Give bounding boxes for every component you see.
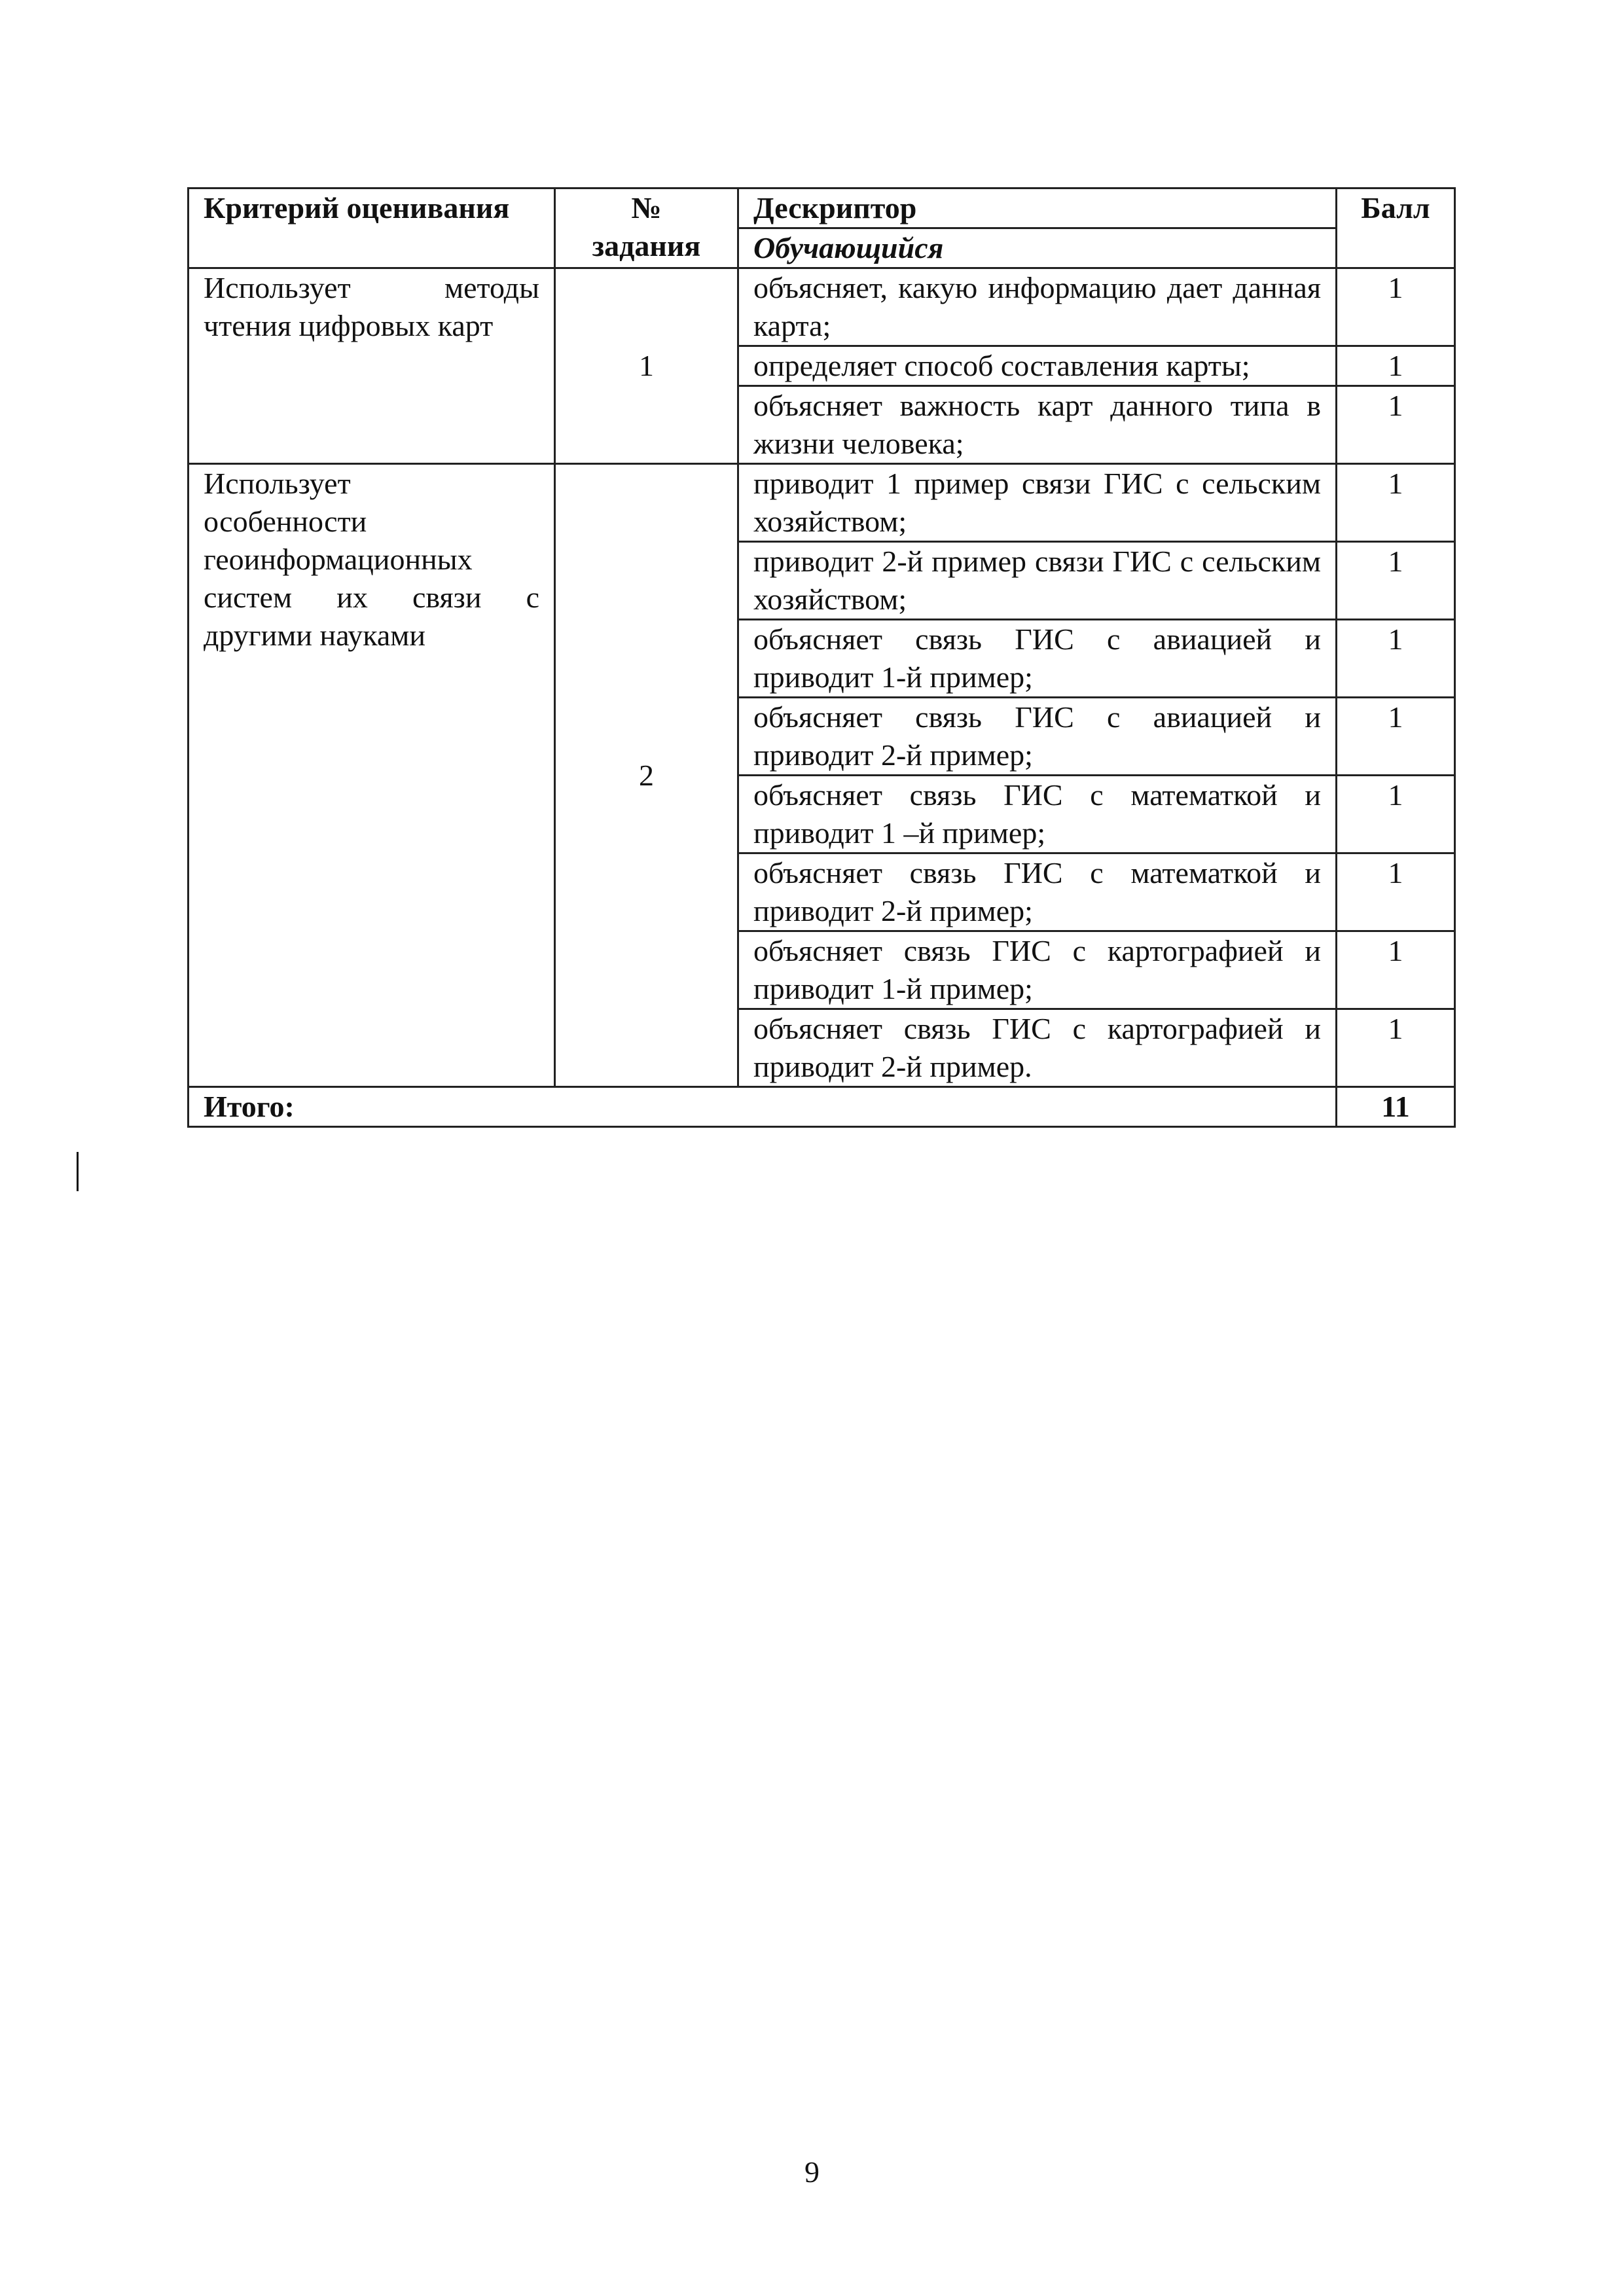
assessment-rubric-table: [187, 187, 1456, 1128]
points-cell: 1: [1337, 620, 1455, 698]
text-cursor: [77, 1152, 79, 1191]
task-number-cell-2: 2: [555, 464, 738, 1087]
points-cell: 1: [1337, 386, 1455, 464]
points-cell: 1: [1337, 464, 1455, 542]
descriptor-cell: приводит 1 пример связи ГИС с сельским хозяйством;: [738, 464, 1337, 542]
total-points: 11: [1337, 1087, 1455, 1127]
descriptor-cell: объясняет связь ГИС с математкой и приводит 2-й пример;: [738, 853, 1337, 931]
header-descriptor-subheader: Обучающийся: [738, 228, 1337, 268]
header-task-number-line2: задания: [592, 229, 701, 262]
table-total-row: [189, 1087, 1455, 1127]
criterion-2-line: Использует: [204, 467, 351, 500]
descriptor-cell: объясняет связь ГИС с картографией и приводит 1-й пример;: [738, 931, 1337, 1009]
header-descriptor: Дескриптор: [738, 188, 1337, 228]
points-cell: 1: [1337, 931, 1455, 1009]
table-row: [189, 268, 1455, 346]
points-cell: 1: [1337, 853, 1455, 931]
table-row: [189, 464, 1455, 542]
page-number: 9: [804, 2155, 820, 2189]
descriptor-cell: объясняет связь ГИС с авиацией и приводит 2-й пример;: [738, 698, 1337, 776]
points-cell: 1: [1337, 542, 1455, 620]
criterion-cell-2: [189, 464, 555, 1087]
points-cell: 1: [1337, 268, 1455, 346]
total-label: Итого:: [189, 1087, 1337, 1127]
criterion-2-line: геоинформационных: [204, 543, 473, 576]
header-criterion: Критерий оценивания: [189, 188, 555, 268]
descriptor-cell: приводит 2-й пример связи ГИС с сельским хозяйством;: [738, 542, 1337, 620]
points-cell: 1: [1337, 346, 1455, 386]
points-cell: 1: [1337, 776, 1455, 853]
table-header-row: [189, 188, 1455, 228]
task-number-cell-1: 1: [555, 268, 738, 464]
criterion-cell-1: Использует методы чтения цифровых карт: [189, 268, 555, 464]
header-task-number: [555, 188, 738, 268]
criterion-2-line: другими науками: [204, 619, 426, 652]
header-task-number-line1: №: [631, 191, 662, 224]
descriptor-cell: объясняет важность карт данного типа в жизни человека;: [738, 386, 1337, 464]
descriptor-cell: объясняет связь ГИС с картографией и приводит 2-й пример.: [738, 1009, 1337, 1087]
descriptor-cell: объясняет, какую информацию дает данная карта;: [738, 268, 1337, 346]
points-cell: 1: [1337, 698, 1455, 776]
descriptor-cell: определяет способ составления карты;: [738, 346, 1337, 386]
descriptor-cell: объясняет связь ГИС с математкой и приводит 1 –й пример;: [738, 776, 1337, 853]
header-points: Балл: [1337, 188, 1455, 268]
criterion-2-line: особенности: [204, 505, 367, 538]
criterion-2-line: систем их связи с: [204, 581, 539, 614]
descriptor-cell: объясняет связь ГИС с авиацией и приводит 1-й пример;: [738, 620, 1337, 698]
points-cell: 1: [1337, 1009, 1455, 1087]
